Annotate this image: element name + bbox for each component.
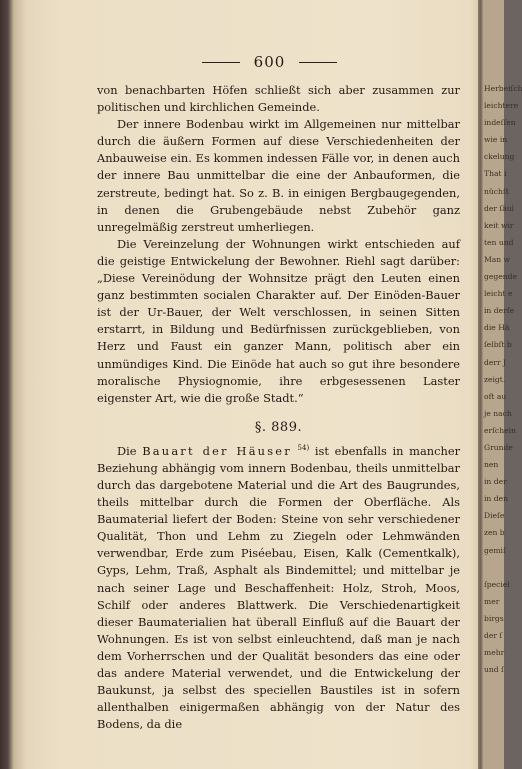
page-header xyxy=(72,52,467,72)
facing-line: zen b xyxy=(484,528,505,538)
facing-line: in der xyxy=(484,477,507,487)
facing-line: ſpeciel xyxy=(484,579,510,589)
facing-line: in den xyxy=(484,494,508,504)
facing-line: nüchſt xyxy=(484,186,509,196)
facing-line: je nach xyxy=(484,408,512,418)
facing-line: der ſäul xyxy=(484,203,515,213)
facing-line: der ſ xyxy=(484,631,503,640)
facing-line: Herbeiſch xyxy=(484,84,522,93)
facing-line: in derſe xyxy=(484,306,515,316)
section-paragraph xyxy=(97,443,460,734)
facing-line: That i xyxy=(484,169,507,179)
facing-line: mehr xyxy=(484,648,505,658)
footnote-ref: 54) xyxy=(297,443,310,452)
facing-line: leichtere xyxy=(484,101,519,111)
facing-line: ten und xyxy=(484,237,514,247)
facing-line: ckelung xyxy=(484,152,515,162)
facing-page-edge xyxy=(484,80,522,680)
facing-line: gemiſ xyxy=(484,545,506,555)
facing-line: ſelbſt b xyxy=(484,340,512,350)
spaced-term: Bauart der Häuser xyxy=(142,443,292,458)
header-rule-right xyxy=(299,62,337,63)
facing-line: leicht e xyxy=(484,289,513,299)
facing-line xyxy=(484,559,504,576)
facing-line: mer xyxy=(484,596,500,606)
facing-line: zeigt. xyxy=(484,374,506,384)
paragraph-body: ist ebenfalls in mancher Beziehung abhängig vom innern Bodenbau, theils unmittelbar durch das dargebotene Material und die Art des Baugrundes, theils mittelbar durch die Formen der Oberfläche. Als Baumaterial liefert der Boden: Steine von sehr verschiedener Qualität, Thon und Lehm zu Ziegeln oder Lehmwänden verwendbar, Erde zum Piséebau, Eisen, Kalk (Cementkalk), Gyps, Lehm, Traß, Asphalt als Bindemittel; und mittelbar je nach seiner Lage und Beschaffenheit: Holz, Stroh, Moos, Schilf oder anderes Blattwerk. Die Verschiedenartigkeit dieser Baumaterialien hat überall Einfluß auf die Bauart der Wohnungen. Es ist von selbst einleuchtend, daß man je nach dem Vorherrschen und der Qualität besonders das eine oder das andere Material verwendet, und die Entwickelung der Baukunst, ja selbst des speciellen Baustiles ist in sofern allenthalben einigermaßen abhängig von der Natur des Bodens, da die xyxy=(97,443,461,732)
facing-line: derr J xyxy=(484,357,507,367)
page-number: 600 xyxy=(253,53,286,71)
facing-line: Grunde xyxy=(484,442,513,452)
facing-line: und ſ xyxy=(484,665,504,675)
paragraph-lead: Die xyxy=(117,443,137,458)
header-rule-left xyxy=(202,62,240,63)
facing-line: gegende xyxy=(484,272,517,282)
paragraph: Die Vereinzelung der Wohnungen wirkt entschieden auf die geistige Entwickelung der Bewohner. Riehl sagt darüber: „Diese Vereinödung der Wohnsitze prägt den Leuten einen ganz bestimmten socialen Charakter auf. Der Einöden-Bauer ist der Ur-Bauer, der Welt verschlossen, in seinen Sitten erstarrt, in Bildung und Bedürfnissen zurückgeblieben, von Herz und Faust ein ganzer Mann, politisch aber ein unmündiges Kind. Die Einöde hat auch so gut ihre besondere moralische Physiognomie, ihre erbgesessenen Laster eigenster Art, wie die große Stadt.“ xyxy=(97,236,460,405)
facing-line: oft au xyxy=(484,391,507,401)
paragraph: Der innere Bodenbau wirkt im Allgemeinen nur mittelbar durch die äußern Formen auf diese Verschiedenheiten der Anbauweise ein. Es kommen indessen Fälle vor, in denen auch der innere Bau unmittelbar die eine der Anbauformen, die zerstreute, bedingt hat. So z. B. in einigen Bergbaugegenden, in denen die Grubengebäude nebst Zubehör ganz unregelmäßig zerstreut umherliegen. xyxy=(97,117,460,234)
facing-line: keit wir xyxy=(484,220,514,230)
facing-line: die Hä xyxy=(484,323,510,333)
facing-line: birgs xyxy=(484,613,504,623)
facing-line: Man w xyxy=(484,254,511,264)
facing-line: erſchein xyxy=(484,425,516,435)
facing-line: Dieſe xyxy=(484,511,505,521)
body-text xyxy=(97,82,460,733)
book-page xyxy=(72,52,467,752)
facing-line: indeſſen xyxy=(484,118,516,128)
facing-line: nen xyxy=(484,460,499,470)
facing-line: wie in xyxy=(484,135,508,145)
book-gutter xyxy=(478,0,483,769)
section-heading: §. 889. xyxy=(254,419,303,435)
paragraph: von benachbarten Höfen schließt sich aber zusammen zur politischen und kirchlichen Gemeinde. xyxy=(97,83,460,115)
